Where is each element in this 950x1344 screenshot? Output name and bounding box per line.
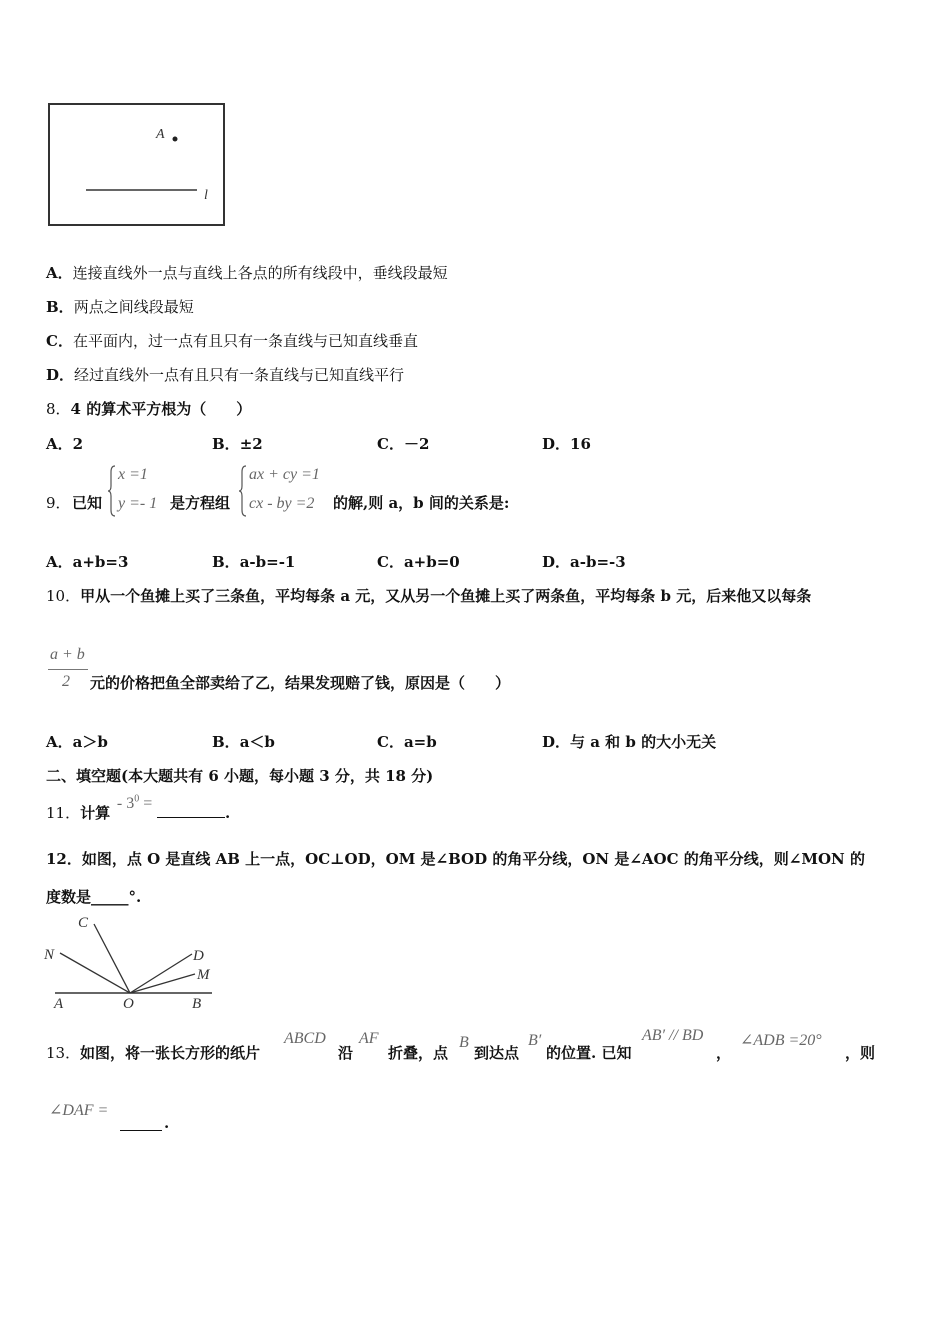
ray-om [130,974,195,993]
q13-answer-blank[interactable] [120,1130,162,1131]
q9-sys1-eq1: x =1 [118,466,148,483]
q9-brace-2 [238,464,248,518]
figure-frame [49,104,224,225]
label-l: l [204,188,208,203]
q13-t3: 折叠，点 [388,1044,449,1062]
q9-sys1-eq2: y =- 1 [118,495,158,512]
q9-post: 的解,则 a，b 间的关系是: [333,494,510,512]
q10-frac-bar [48,669,88,670]
label-a: A [54,996,64,1012]
q13-t4: 到达点 [474,1044,520,1062]
ray-od [130,954,192,993]
q13-m5: AB′ // BD [642,1027,704,1044]
q10-option-b: B．a＜b [212,733,275,751]
q13-m7: ∠DAF = [49,1102,109,1119]
q9-sys2-eq2: cx - by =2 [249,495,315,512]
q10-stem: 10．甲从一个鱼摊上买了三条鱼，平均每条 a 元，又从另一个鱼摊上买了两条鱼，平均每条 b 元，后来他又以每条 [46,587,812,605]
q11-expr: - $3^0$ = [116,793,153,812]
q8-option-d: D．16 [542,435,591,453]
q13-m2: AF [359,1030,379,1047]
q9-option-d: D．a-b=-3 [542,553,626,571]
q12-stem-1: 12．如图，点 O 是直线 AB 上一点，OC⊥OD，OM 是∠BOD 的角平分线，ON 是∠AOC 的角平分线，则∠MON 的 [46,850,865,868]
q10-frac-den: 2 [62,673,70,690]
q11-answer-blank[interactable] [157,803,225,818]
q13-t5: 的位置. 已知 [546,1044,632,1062]
q13-t7: ，则 [845,1044,876,1062]
point-a [173,137,178,142]
q7-option-a: A．连接直线外一点与直线上各点的所有线段中，垂线段最短 [46,264,448,282]
q9-sys2-eq1: ax + cy =1 [249,466,320,483]
q13-end: . [164,1114,170,1132]
q9-option-c: C．a+b=0 [377,553,460,571]
label-b: B [192,996,202,1012]
q11-stem: 11．计算 - $3^0$ = . [46,793,231,822]
q9-option-a: A．a+b=3 [46,553,129,571]
q9-brace-1 [107,464,117,518]
figure-angles [40,908,225,1013]
q7-option-b: B．两点之间线段最短 [46,298,194,316]
label-a: A [156,127,165,142]
figure-point-line [44,98,234,232]
q12-stem-2: 度数是_____°. [46,888,142,906]
q13-t6: ， [716,1044,732,1062]
q8-option-a: A．2 [46,435,84,453]
label-o: O [123,996,134,1012]
q13-t1: 如图，将一张长方形的纸片 [80,1044,261,1062]
q7-option-c: C．在平面内，过一点有且只有一条直线与已知直线垂直 [46,332,418,350]
q10-frac-num: a + b [50,646,85,663]
q10-option-d: D．与 a 和 b 的大小无关 [542,733,717,751]
section-fill-in-title: 二、填空题(本大题共有 6 小题，每小题 3 分，共 18 分) [46,767,434,785]
label-n: N [44,947,55,963]
q13-num: 13． [46,1044,81,1062]
label-c: C [78,915,89,931]
q9-pre: 已知 [72,494,103,512]
q9-option-b: B．a-b=-1 [212,553,296,571]
q10-stem-2: 元的价格把鱼全部卖给了乙，结果发现赔了钱，原因是（ ） [90,674,511,692]
q13-m4: B′ [528,1032,542,1049]
q7-option-d: D．经过直线外一点有且只有一条直线与已知直线平行 [46,366,405,384]
q10-option-c: C．a=b [377,733,437,751]
q8-option-c: C．－2 [377,435,430,453]
q13-m3: B [459,1034,469,1051]
label-m: M [197,967,210,983]
q10-option-a: A．a＞b [46,733,108,751]
q13-t2: 沿 [338,1044,354,1062]
q13-m1: ABCD [284,1030,326,1047]
q13-m6: ∠ADB =20° [740,1032,822,1049]
q8-option-b: B．±2 [212,435,263,453]
q8-stem: 8．4 的算术平方根为（ ） [46,400,252,418]
label-d: D [193,948,204,964]
q9-num: 9． [46,494,71,512]
q9-mid: 是方程组 [170,494,231,512]
